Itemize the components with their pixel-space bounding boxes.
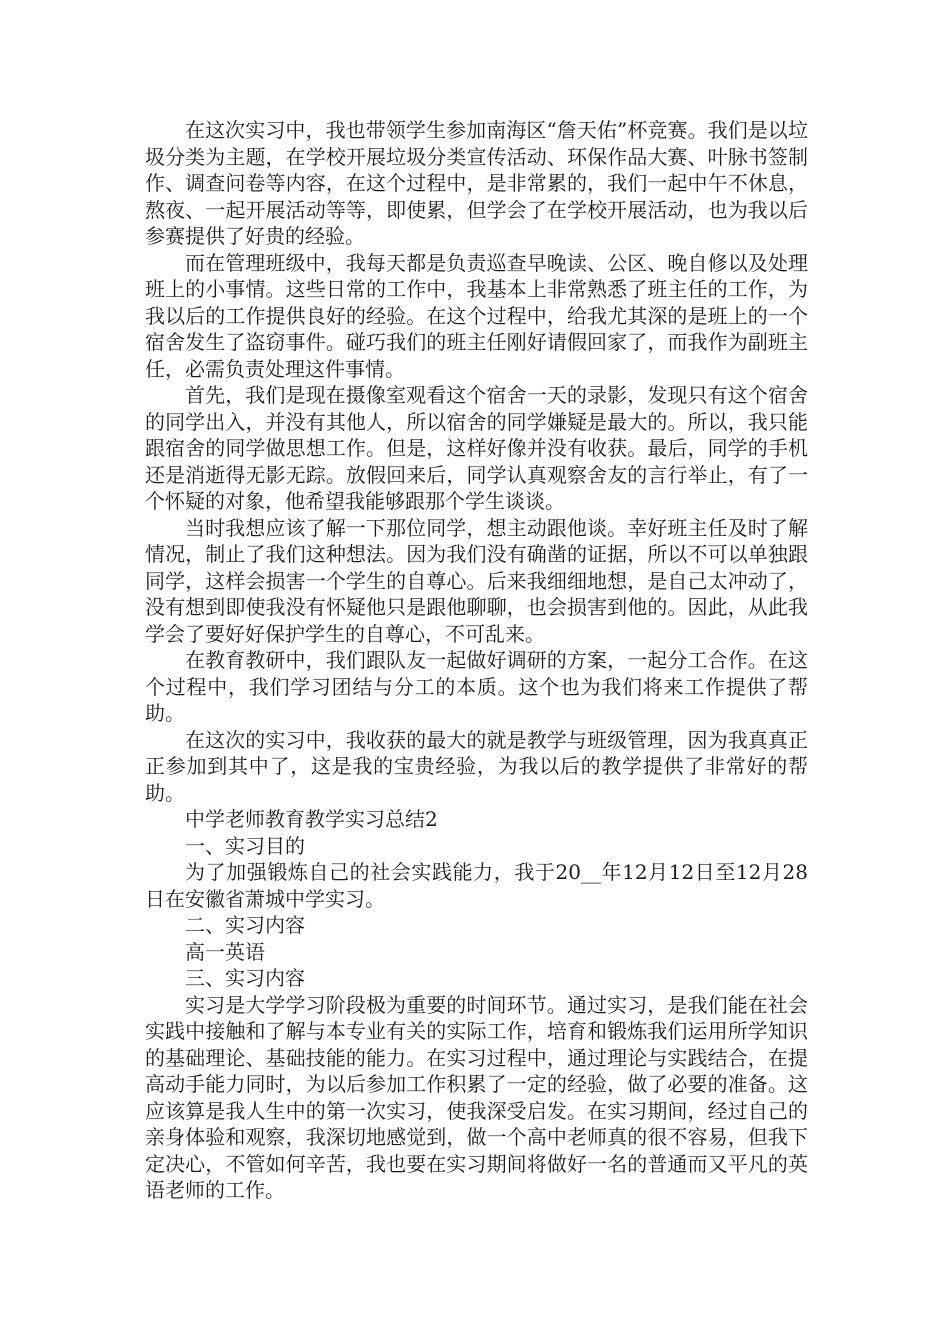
document-body	[145, 117, 808, 1204]
paragraph-class-management: 而在管理班级中，我每天都是负责巡查早晚读、公区、晚自修以及处理班上的小事情。这些日常的工作中，我基本上非常熟悉了班主任的工作，为我以后的工作提供良好的经验。在这个过程中，给我尤其深的是班上的一个宿舍发生了盗窃事件。碰巧我们的班主任刚好请假回家了，而我作为副班主任，必需负责处理这件事情。	[145, 250, 808, 381]
paragraph-competition: 在这次实习中，我也带领学生参加南海区“詹天佑”杯竞赛。我们是以垃圾分类为主题，在学校开展垃圾分类宣传活动、环保作品大赛、叶脉书签制作、调查问卷等内容，在这个过程中，是非常累的，我们一起中午不休息，熬夜、一起开展活动等等，即使累，但学会了在学校开展活动，也为我以后参赛提供了好贵的经验。	[145, 118, 808, 248]
paragraph-subject: 高一英语	[185, 939, 265, 964]
section-title: 中学老师教育教学实习总结2	[185, 807, 438, 831]
paragraph-dorm-investigation: 首先，我们是现在摄像室观看这个宿舍一天的录影，发现只有这个宿舍的同学出入，并没有其他人，所以宿舍的同学嫌疑是最大的。所以，我只能跟宿舍的同学做思想工作。但是，这样好像并没有收获。最后，同学的手机还是消逝得无影无踪。放假回来后，同学认真观察舍友的言行举止，有了一个怀疑的对象，他希望我能够跟那个学生谈谈。	[145, 383, 808, 513]
heading-content-2: 三、实习内容	[185, 966, 305, 990]
paragraph-summary: 在这次的实习中，我收获的最大的就是教学与班级管理，因为我真真正正参加到其中了，这是我的宝贵经验，为我以后的教学提供了非常好的帮助。	[145, 727, 808, 805]
paragraph-teaching-research: 在教育教研中，我们跟队友一起做好调研的方案，一起分工合作。在这个过程中，我们学习团结与分工的本质。这个也为我们将来工作提供了帮助。	[145, 648, 808, 725]
heading-content: 二、实习内容	[185, 913, 305, 937]
heading-purpose: 一、实习目的	[185, 833, 305, 858]
paragraph-internship-importance: 实习是大学学习阶段极为重要的时间环节。通过实习，是我们能在社会实践中接触和了解与本专业有关的实际工作，培育和锻炼我们运用所学知识的基础理论、基础技能的能力。在实习过程中，通过理论与实践结合，在提高动手能力同时，为以后参加工作积累了一定的经验，做了必要的准备。这应该算是我人生中的第一次实习，使我深受启发。在实习期间，经过自己的亲身体验和观察，我深切地感觉到，做一个高中老师真的很不容易，但我下定决心，不管如何辛苦，我也要在实习期间将做好一名的普通而又平凡的英语老师的工作。	[145, 992, 808, 1202]
paragraph-purpose: 为了加强锻炼自己的社会实践能力，我于20__年12月12日至12月28日在安徽省萧城中学实习。	[145, 860, 808, 911]
paragraph-reflection: 当时我想应该了解一下那位同学，想主动跟他谈。幸好班主任及时了解情况，制止了我们这种想法。因为我们没有确凿的证据，所以不可以单独跟同学，这样会损害一个学生的自尊心。后来我细细地想，是自己太冲动了，没有想到即使我没有怀疑他只是跟他聊聊，也会损害到他的。因此，从此我学会了要好好保护学生的自尊心，不可乱来。	[145, 515, 808, 646]
